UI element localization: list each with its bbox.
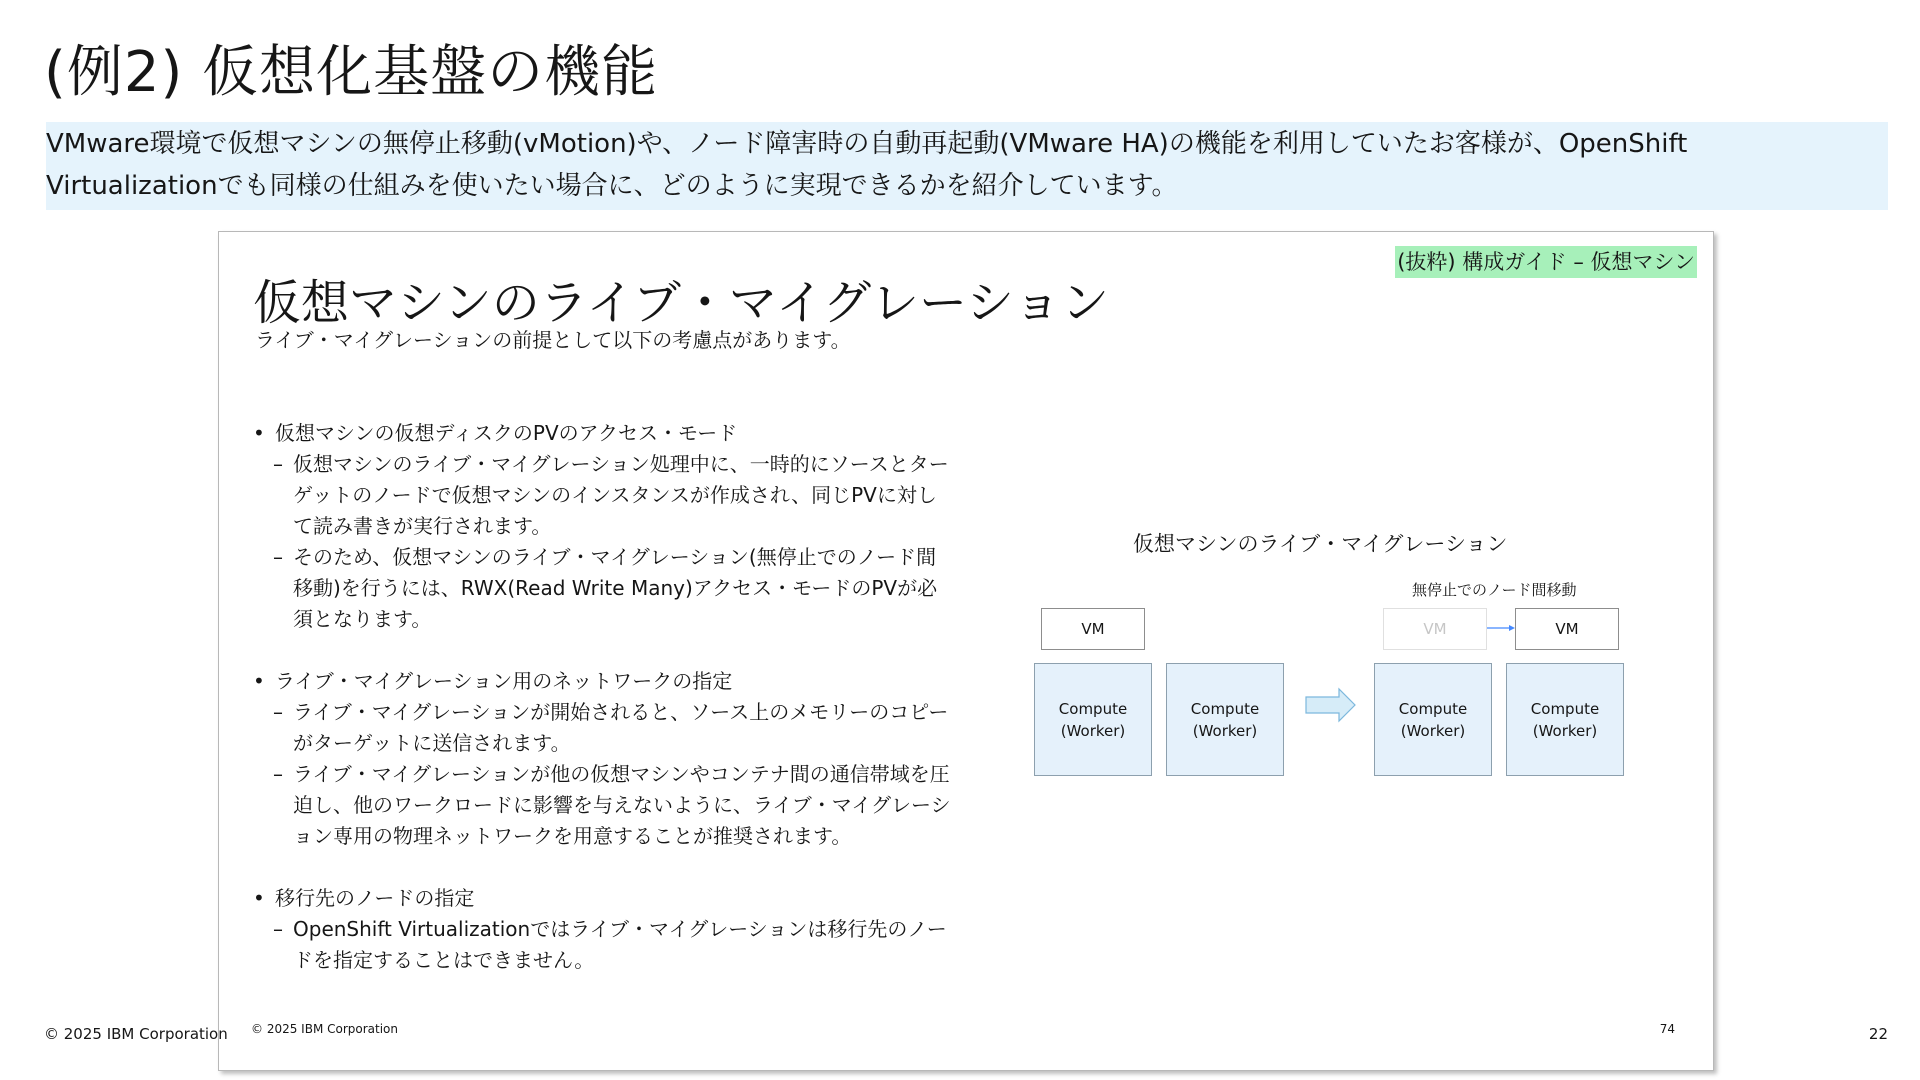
dash-marker: – [273,452,283,476]
sub-bullet [253,759,953,852]
vm-box-target: VM [1515,608,1619,650]
sub-bullet-text: 仮想マシンのライブ・マイグレーション処理中に、一時的にソースとターゲットのノードで仮想マシンのインスタンスが作成され、同じPVに対して読み書きが実行されます。 [293,452,949,538]
compute-box: Compute (Worker) [1506,663,1624,776]
bullet-heading: • 仮想マシンの仮想ディスクのPVのアクセス・モード [253,418,953,449]
footer-copyright: © 2025 IBM Corporation [44,1025,228,1043]
summary-box [46,122,1888,210]
sub-bullet-text: OpenShift Virtualizationではライブ・マイグレーションは移行先のノードを指定することはできません。 [293,917,947,972]
embedded-title: 仮想マシンのライブ・マイグレーション [253,275,1110,331]
embedded-slide [218,231,1714,1071]
bullet-item [253,666,953,852]
migration-arrow [1487,622,1517,634]
embedded-subtitle: ライブ・マイグレーションの前提として以下の考慮点があります。 [255,328,851,352]
sub-bullet-text: ライブ・マイグレーションが開始されると、ソース上のメモリーのコピーがターゲットに送信されます。 [293,700,949,755]
embedded-page-number: 74 [1659,1022,1675,1036]
diagram-caption: 無停止でのノード間移動 [1412,581,1577,599]
sub-bullet [253,542,953,635]
dash-marker: – [273,700,283,724]
sub-bullet-text: そのため、仮想マシンのライブ・マイグレーション(無停止でのノード間移動)を行うには、RWX(Read Write Many)アクセス・モードのPVが必須となります。 [293,545,938,631]
sub-bullet [253,697,953,759]
right-arrow-icon [1305,687,1357,723]
embedded-footer-copyright: © 2025 IBM Corporation [251,1022,398,1036]
bullet-heading: • ライブ・マイグレーション用のネットワークの指定 [253,666,953,697]
compute-box: Compute (Worker) [1166,663,1284,776]
dash-marker: – [273,545,283,569]
summary-line-1: VMware環境で仮想マシンの無停止移動(vMotion)や、ノード障害時の自動再起動(VMware HA)の機能を利用していたお客様が、OpenShift [46,129,1688,159]
sub-bullet-text: ライブ・マイグレーションが他の仮想マシンやコンテナ間の通信帯域を圧迫し、他のワークロードに影響を与えないように、ライブ・マイグレーション専用の物理ネットワークを用意することが推奨されます。 [293,762,951,848]
dash-marker: – [273,917,283,941]
right-arrow-shape [1306,689,1355,721]
bullet-item [253,883,953,976]
slide-title: (例2) 仮想化基盤の機能 [44,40,659,105]
compute-box: Compute (Worker) [1034,663,1152,776]
vm-box-source: VM [1041,608,1145,650]
migration-arrowhead [1509,625,1515,631]
page-number: 22 [1868,1025,1888,1043]
vm-box-ghost: VM [1383,608,1487,650]
sub-bullet [253,914,953,976]
summary-line-2: Virtualizationでも同様の仕組みを使いたい場合に、どのように実現できるかを紹介しています。 [46,171,1178,201]
bullet-item [253,418,953,635]
bullet-heading: • 移行先のノードの指定 [253,883,953,914]
bullet-list [253,418,953,1007]
diagram-title: 仮想マシンのライブ・マイグレーション [1133,532,1508,556]
dash-marker: – [273,762,283,786]
sub-bullet [253,449,953,542]
compute-box: Compute (Worker) [1374,663,1492,776]
excerpt-tag: (抜粋) 構成ガイド – 仮想マシン [1395,246,1697,278]
